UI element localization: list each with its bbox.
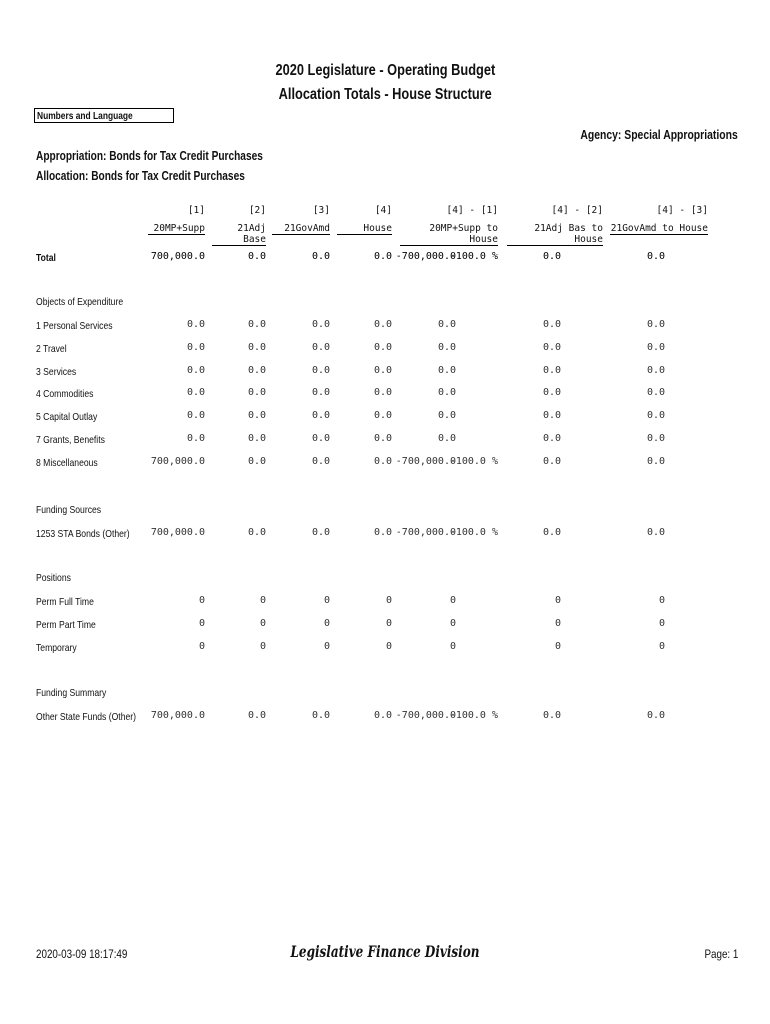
table-cell: 0	[323, 595, 330, 606]
table-cell: 0	[385, 641, 392, 652]
column-name-7: 21GovAmd to House	[610, 223, 708, 234]
column-number-3: [3]	[312, 205, 330, 216]
table-cell: 0.0	[186, 410, 205, 421]
table-cell: 0	[385, 618, 392, 629]
table-cell: 700,000.0	[150, 251, 205, 262]
section-heading: Funding Sources	[36, 504, 102, 516]
table-cell: 0	[658, 595, 665, 606]
table-cell: -700,000.0	[395, 251, 456, 262]
table-cell: 0.0	[646, 710, 665, 721]
table-cell: 0.0	[542, 527, 561, 538]
row-label: 5 Capital Outlay	[36, 411, 98, 423]
row-label: 2 Travel	[36, 343, 67, 355]
division-signature: Legislative Finance Division	[290, 942, 480, 961]
table-cell: 0.0	[373, 527, 392, 538]
row-label: 3 Services	[36, 366, 77, 378]
column-number-2: [2]	[248, 205, 266, 216]
table-cell: 0.0	[311, 319, 330, 330]
table-cell: 0.0	[646, 387, 665, 398]
table-cell: 0	[554, 641, 561, 652]
table-cell: 0.0	[186, 365, 205, 376]
column-name-4: House	[337, 223, 392, 235]
table-cell: 0.0	[646, 410, 665, 421]
table-cell: 0.0	[247, 527, 266, 538]
column-number-6: [4] - [2]	[551, 205, 603, 216]
table-cell: 0.0	[542, 251, 561, 262]
table-cell: 0.0	[311, 251, 330, 262]
column-number-7: [4] - [3]	[656, 205, 708, 216]
table-cell: 0.0	[373, 387, 392, 398]
table-cell: -700,000.0	[395, 527, 456, 538]
table-cell: 0.0	[542, 410, 561, 421]
table-cell: 0.0	[646, 342, 665, 353]
row-label: Temporary	[36, 642, 77, 654]
table-cell: -100.0 %	[449, 710, 498, 721]
row-label: 1253 STA Bonds (Other)	[36, 528, 130, 540]
column-name-5: 20MP+Supp to House	[400, 223, 498, 246]
table-cell: 0.0	[311, 365, 330, 376]
table-cell: 0	[554, 618, 561, 629]
table-cell: 0.0	[646, 456, 665, 467]
report-title: 2020 Legislature - Operating Budget	[275, 62, 495, 79]
table-cell: 700,000.0	[150, 527, 205, 538]
table-cell: 0.0	[186, 342, 205, 353]
section-heading: Positions	[36, 572, 71, 584]
allocation-label: Allocation: Bonds for Tax Credit Purchases	[36, 168, 245, 183]
table-cell: 0	[323, 641, 330, 652]
table-cell: 0.0	[311, 456, 330, 467]
row-label: 4 Commodities	[36, 388, 94, 400]
table-cell: 0.0	[437, 342, 456, 353]
row-label: Perm Full Time	[36, 596, 94, 608]
page-number: Page: 1	[704, 947, 738, 961]
table-cell: 0.0	[373, 410, 392, 421]
column-number-1: [1]	[187, 205, 205, 216]
table-cell: 0.0	[311, 710, 330, 721]
table-cell: 0	[198, 618, 205, 629]
table-cell: 0.0	[542, 387, 561, 398]
agency-label: Agency: Special Appropriations	[580, 127, 738, 142]
column-number-5: [4] - [1]	[446, 205, 498, 216]
table-cell: 0.0	[247, 410, 266, 421]
table-cell: 0.0	[646, 433, 665, 444]
table-cell: 0.0	[437, 410, 456, 421]
total-row-label: Total	[36, 252, 56, 264]
table-cell: 0.0	[186, 319, 205, 330]
row-label: 7 Grants, Benefits	[36, 434, 105, 446]
table-cell: 0.0	[646, 251, 665, 262]
table-cell: 0.0	[311, 410, 330, 421]
column-name-3: 21GovAmd	[272, 223, 330, 235]
table-cell: 0.0	[437, 319, 456, 330]
numbers-language-label: Numbers and Language	[34, 108, 174, 123]
table-cell: -100.0 %	[449, 527, 498, 538]
table-cell: 0.0	[311, 387, 330, 398]
table-cell: -100.0 %	[449, 456, 498, 467]
table-cell: 0	[323, 618, 330, 629]
table-cell: 0.0	[247, 251, 266, 262]
table-cell: 0.0	[247, 433, 266, 444]
table-cell: 0.0	[437, 365, 456, 376]
table-cell: 0.0	[373, 251, 392, 262]
table-cell: 0	[198, 641, 205, 652]
table-cell: 0	[449, 618, 456, 629]
table-cell: 0.0	[311, 433, 330, 444]
row-label: Perm Part Time	[36, 619, 96, 631]
table-cell: 0.0	[373, 456, 392, 467]
table-cell: 0.0	[373, 433, 392, 444]
table-cell: 0.0	[542, 433, 561, 444]
table-cell: 0.0	[542, 710, 561, 721]
table-cell: 0.0	[373, 319, 392, 330]
table-cell: 0.0	[646, 319, 665, 330]
column-name-1: 20MP+Supp	[148, 223, 205, 235]
table-cell: 0.0	[247, 342, 266, 353]
appropriation-label: Appropriation: Bonds for Tax Credit Purchases	[36, 148, 263, 163]
table-cell: 0.0	[646, 365, 665, 376]
table-cell: 0.0	[373, 710, 392, 721]
row-label: 8 Miscellaneous	[36, 457, 98, 469]
table-cell: -700,000.0	[395, 456, 456, 467]
table-cell: 0.0	[311, 527, 330, 538]
table-cell: 0	[658, 641, 665, 652]
report-subtitle: Allocation Totals - House Structure	[278, 86, 492, 103]
table-cell: 0	[658, 618, 665, 629]
table-cell: 0	[554, 595, 561, 606]
table-cell: 0	[198, 595, 205, 606]
table-cell: 0	[449, 641, 456, 652]
table-cell: 0.0	[542, 365, 561, 376]
table-cell: 0	[259, 595, 266, 606]
column-number-4: [4]	[374, 205, 392, 216]
report-timestamp: 2020-03-09 18:17:49	[36, 947, 128, 961]
table-cell: 700,000.0	[150, 710, 205, 721]
column-name-2: 21Adj Base	[212, 223, 266, 246]
table-cell: 0.0	[247, 365, 266, 376]
table-cell: -100.0 %	[449, 251, 498, 262]
section-heading: Objects of Expenditure	[36, 296, 124, 308]
table-cell: 0	[385, 595, 392, 606]
table-cell: 0.0	[247, 319, 266, 330]
row-label: Other State Funds (Other)	[36, 711, 137, 723]
row-label: 1 Personal Services	[36, 320, 113, 332]
table-cell: 0.0	[373, 365, 392, 376]
table-cell: 0.0	[373, 342, 392, 353]
table-cell: 0.0	[437, 433, 456, 444]
table-cell: 0	[259, 618, 266, 629]
table-cell: 0.0	[437, 387, 456, 398]
column-name-6: 21Adj Bas to House	[507, 223, 603, 246]
table-cell: 0.0	[311, 342, 330, 353]
table-cell: 0.0	[247, 456, 266, 467]
table-cell: 0	[449, 595, 456, 606]
table-cell: 0.0	[186, 433, 205, 444]
table-cell: 0.0	[247, 710, 266, 721]
table-cell: 700,000.0	[150, 456, 205, 467]
table-cell: 0.0	[186, 387, 205, 398]
table-cell: -700,000.0	[395, 710, 456, 721]
section-heading: Funding Summary	[36, 687, 107, 699]
table-cell: 0.0	[542, 319, 561, 330]
table-cell: 0.0	[247, 387, 266, 398]
table-cell: 0	[259, 641, 266, 652]
table-cell: 0.0	[542, 342, 561, 353]
table-cell: 0.0	[646, 527, 665, 538]
table-cell: 0.0	[542, 456, 561, 467]
